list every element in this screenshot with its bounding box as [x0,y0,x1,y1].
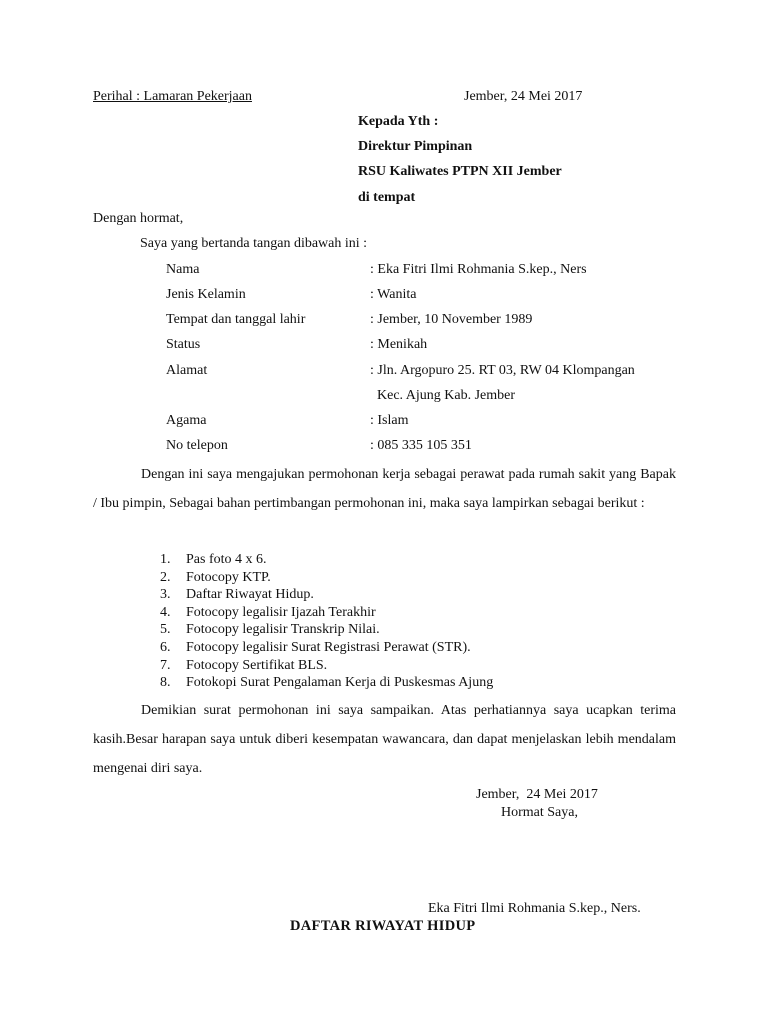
recipient-line-1: Kepada Yth : [358,114,439,129]
closing-paragraph-text: Demikian surat permohonan ini saya sampaikan. Atas perhatiannya saya ucapkan terima kasih.Besar harapan saya untuk diberi kesempatan wawancara, dan dapat menjelaskan lebih mendalam mengenai diri saya. [93,703,676,776]
field-label-jenis-kelamin: Jenis Kelamin [166,287,246,302]
field-label-telepon: No telepon [166,438,228,453]
list-item: 5. Fotocopy legalisir Transkrip Nilai. [160,622,380,638]
intro-line: Saya yang bertanda tangan dibawah ini : [140,236,368,251]
field-value-jenis-kelamin: : Wanita [370,287,417,302]
section-title-riwayat-hidup: DAFTAR RIWAYAT HIDUP [290,918,476,934]
field-label-ttl: Tempat dan tanggal lahir [166,312,306,327]
closing-paragraph [93,696,676,783]
field-value-ttl: : Jember, 10 November 1989 [370,312,533,327]
attachment-list [160,551,493,692]
greeting: Dengan hormat, [93,211,184,226]
field-label-nama: Nama [166,262,200,277]
list-item: 1. Pas foto 4 x 6. [160,552,267,567]
field-value-alamat-cont: Kec. Ajung Kab. Jember [377,388,516,403]
application-paragraph-text: Dengan ini saya mengajukan permohonan kerja sebagai perawat pada rumah sakit yang Bapak / Ibu pimpin, Sebagai bahan pertimbangan permohonan ini, maka saya lampirkan sebagai berikut : [93,467,676,511]
field-value-alamat: : Jln. Argopuro 25. RT 03, RW 04 Klompangan [370,363,635,378]
list-item: 8. Fotokopi Surat Pengalaman Kerja di Puskesmas Ajung [160,675,494,691]
list-item: 2. Fotocopy KTP. [160,569,271,585]
list-item: 7. Fotocopy Sertifikat BLS. [160,657,328,673]
field-value-nama: : Eka Fitri Ilmi Rohmania S.kep., Ners [370,262,587,277]
field-value-telepon: : 085 335 105 351 [370,438,472,453]
letter-date: Jember, 24 Mei 2017 [464,89,583,104]
subject-line: Perihal : Lamaran Pekerjaan [93,89,252,104]
list-item: 4. Fotocopy legalisir Ijazah Terakhir [160,604,376,620]
recipient-line-4: di tempat [358,190,416,205]
recipient-line-2: Direktur Pimpinan [358,139,473,154]
field-label-agama: Agama [166,413,207,428]
field-label-status: Status [166,337,201,352]
list-item: 6. Fotocopy legalisir Surat Registrasi Perawat (STR). [160,639,471,655]
closing-salutation: Hormat Saya, [501,805,578,820]
field-value-agama: : Islam [370,413,409,428]
field-value-status: : Menikah [370,337,428,352]
signer-name: Eka Fitri Ilmi Rohmania S.kep., Ners. [428,901,641,916]
recipient-line-3: RSU Kaliwates PTPN XII Jember [358,164,562,179]
closing-date: Jember, 24 Mei 2017 [476,787,598,802]
field-label-alamat: Alamat [166,363,208,378]
application-paragraph [93,460,676,518]
list-item: 3. Daftar Riwayat Hidup. [160,587,314,603]
